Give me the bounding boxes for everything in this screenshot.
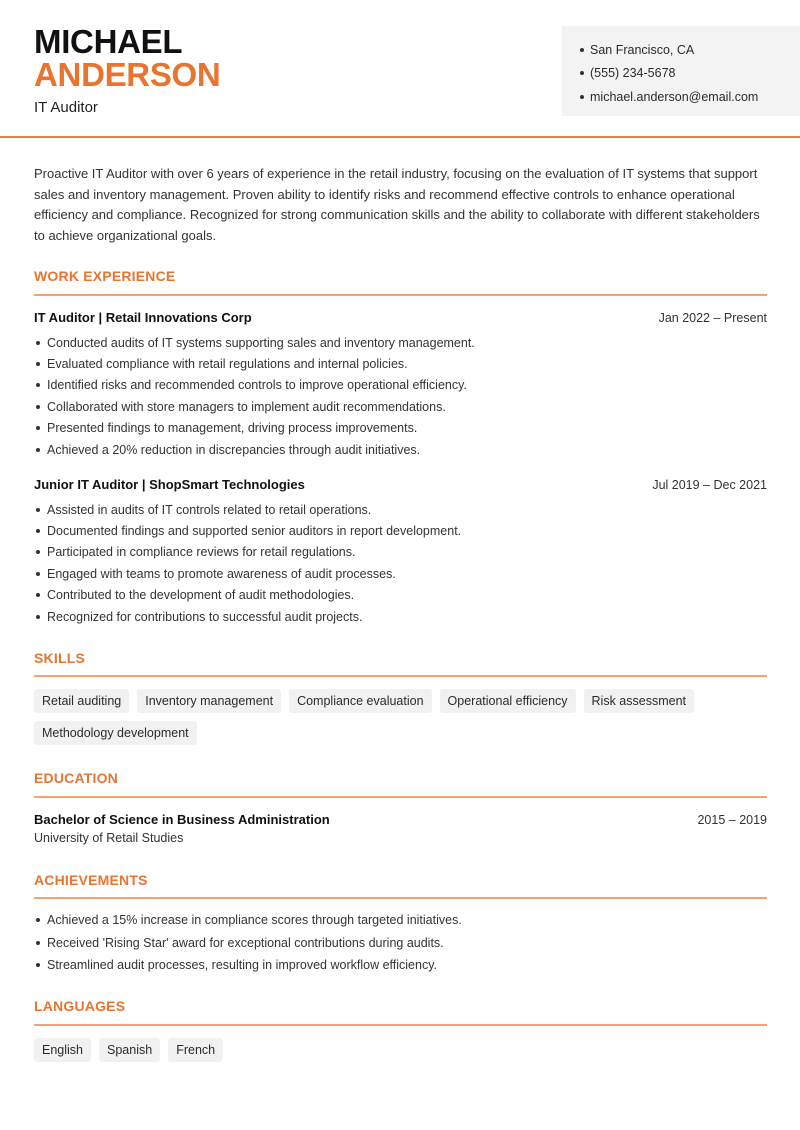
job-heading: IT Auditor | Retail Innovations Corp — [34, 310, 252, 325]
bullet-icon — [36, 963, 40, 967]
section-divider — [34, 796, 767, 798]
resume-header — [0, 0, 800, 138]
bullet-text: Contributed to the development of audit methodologies. — [47, 588, 355, 603]
language-tag: Spanish — [99, 1038, 160, 1062]
contact-location-text: San Francisco, CA — [590, 42, 695, 57]
bullet-text: Identified risks and recommended controls to improve operational efficiency. — [47, 378, 467, 393]
skill-tag: Operational efficiency — [440, 689, 576, 713]
list-item — [34, 954, 767, 977]
education-title: EDUCATION — [34, 770, 118, 786]
list-item — [34, 332, 767, 353]
languages-title: LANGUAGES — [34, 998, 126, 1014]
skill-tag: Risk assessment — [584, 689, 694, 713]
job-header — [34, 477, 767, 492]
bullet-text: Received 'Rising Star' award for exceptional contributions during audits. — [47, 935, 444, 950]
job-dates: Jan 2022 – Present — [658, 311, 767, 325]
bullet-icon — [36, 426, 40, 430]
list-item — [34, 396, 767, 417]
contact-box — [562, 26, 800, 116]
last-name: ANDERSON — [34, 56, 221, 93]
bullet-text: Presented findings to management, driving process improvements. — [47, 421, 418, 436]
bullet-icon — [580, 48, 584, 52]
section-divider — [34, 675, 767, 677]
bullet-text: Participated in compliance reviews for retail regulations. — [47, 545, 356, 560]
bullet-icon — [36, 508, 40, 512]
section-divider — [34, 294, 767, 296]
contact-phone — [580, 62, 786, 86]
bullet-text: Streamlined audit processes, resulting in improved workflow efficiency. — [47, 958, 437, 973]
education-header — [34, 812, 767, 827]
bullet-icon — [36, 941, 40, 945]
list-item — [34, 563, 767, 584]
job-bullets — [34, 499, 767, 627]
bullet-icon — [36, 593, 40, 597]
skill-tag: Compliance evaluation — [289, 689, 431, 713]
bullet-text: Engaged with teams to promote awareness of audit processes. — [47, 566, 396, 581]
degree-name: Bachelor of Science in Business Administration — [34, 812, 330, 827]
list-item — [34, 375, 767, 396]
bullet-icon — [36, 362, 40, 366]
contact-location — [580, 38, 786, 62]
language-tag: English — [34, 1038, 91, 1062]
job-heading: Junior IT Auditor | ShopSmart Technologies — [34, 477, 305, 492]
skill-tag: Retail auditing — [34, 689, 129, 713]
bullet-text: Documented findings and supported senior auditors in report development. — [47, 524, 462, 539]
list-item — [34, 353, 767, 374]
bullet-text: Conducted audits of IT systems supporting sales and inventory management. — [47, 335, 475, 350]
section-divider — [34, 1024, 767, 1026]
list-item — [34, 439, 767, 460]
list-item — [34, 932, 767, 955]
list-item — [34, 606, 767, 627]
summary-text: Proactive IT Auditor with over 6 years of experience in the retail industry, focusing on the evaluation of IT systems that support sales and inventory management. Proven ability to identify risks and recommend effective controls to enhance operational efficiency and compliance. Recognized for strong communication skills and the ability to collaborate with different stakeholders to achieve organizational goals. — [34, 166, 760, 244]
achievements-list — [34, 909, 767, 977]
list-item — [34, 585, 767, 606]
bullet-text: Recognized for contributions to successful audit projects. — [47, 609, 363, 624]
skill-tag: Inventory management — [137, 689, 281, 713]
list-item — [34, 520, 767, 541]
list-item — [34, 499, 767, 520]
contact-phone-text: (555) 234-5678 — [590, 66, 676, 81]
work-experience-title: WORK EXPERIENCE — [34, 268, 176, 284]
bullet-icon — [580, 95, 584, 99]
skills-title: SKILLS — [34, 650, 85, 666]
bullet-icon — [36, 448, 40, 452]
bullet-icon — [580, 71, 584, 75]
school-name: University of Retail Studies — [34, 831, 184, 845]
bullet-text: Collaborated with store managers to implement audit recommendations. — [47, 399, 446, 414]
list-item — [34, 418, 767, 439]
languages-list — [34, 1038, 767, 1062]
bullet-icon — [36, 918, 40, 922]
education-dates: 2015 – 2019 — [697, 813, 767, 827]
bullet-icon — [36, 572, 40, 576]
bullet-text: Evaluated compliance with retail regulations and internal policies. — [47, 357, 408, 372]
bullet-text: Achieved a 20% reduction in discrepancies through audit initiatives. — [47, 442, 421, 457]
job-header — [34, 310, 767, 325]
bullet-icon — [36, 405, 40, 409]
bullet-icon — [36, 529, 40, 533]
bullet-icon — [36, 383, 40, 387]
skills-list — [34, 689, 767, 745]
achievements-title: ACHIEVEMENTS — [34, 872, 148, 888]
list-item — [34, 909, 767, 932]
bullet-text: Assisted in audits of IT controls related to retail operations. — [47, 502, 372, 517]
bullet-text: Achieved a 15% increase in compliance scores through targeted initiatives. — [47, 913, 462, 928]
job-dates: Jul 2019 – Dec 2021 — [652, 478, 767, 492]
contact-email — [580, 85, 786, 109]
bullet-icon — [36, 615, 40, 619]
section-divider — [34, 897, 767, 899]
first-name: MICHAEL — [34, 23, 183, 60]
language-tag: French — [168, 1038, 223, 1062]
skill-tag: Methodology development — [34, 721, 197, 745]
bullet-icon — [36, 341, 40, 345]
job-bullets — [34, 332, 767, 460]
list-item — [34, 542, 767, 563]
job-title: IT Auditor — [34, 99, 98, 116]
contact-email-text: michael.anderson@email.com — [590, 89, 759, 104]
bullet-icon — [36, 550, 40, 554]
